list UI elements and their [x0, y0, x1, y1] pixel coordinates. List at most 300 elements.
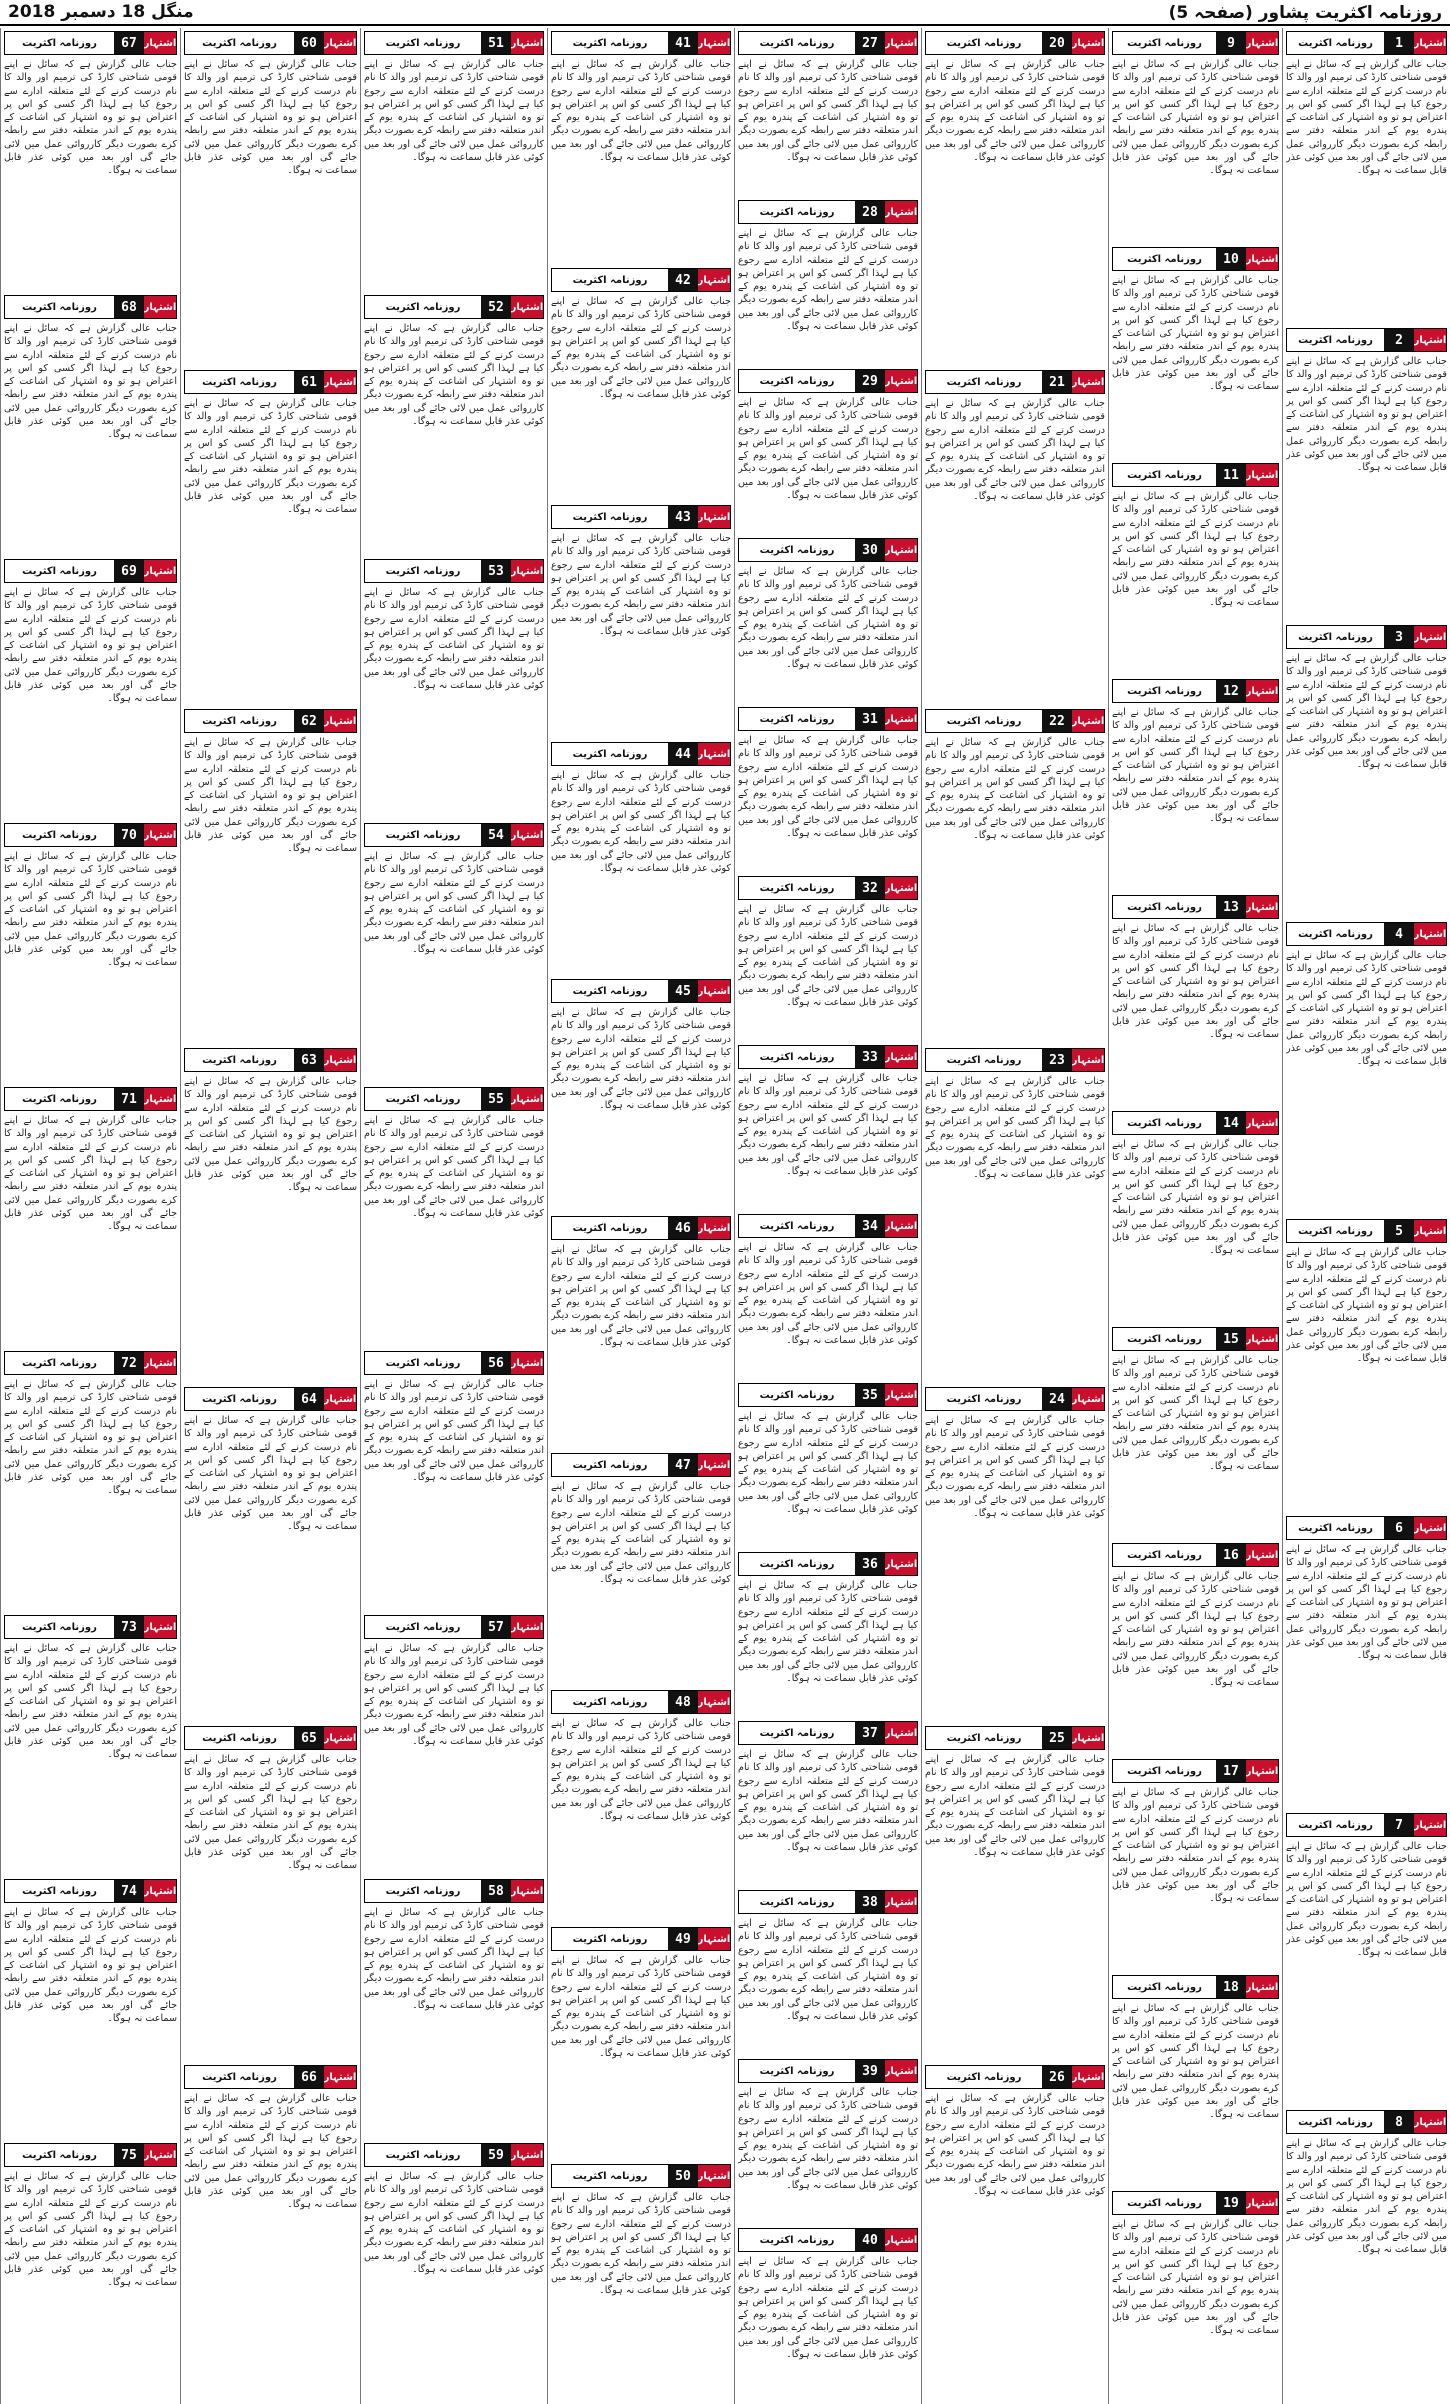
- notice-publication: روزنامہ اکثریت: [946, 2071, 1022, 2083]
- notice-34: [738, 1211, 918, 1376]
- notice-number: 8: [1384, 2111, 1414, 2133]
- notice-body: جناب عالی گزارش ہے کہ سائل نے اپنے قومی شناختی کارڈ کی ترمیم اور والد کا نام درست کرنے کے لئے متعلقہ ادارے سے رجوع کیا ہے لہذا اگر کسی کو اس پر اعتراض ہو تو وہ اشتہار کی اشاعت کے پندرہ یوم کے اندر متعلقہ دفتر سے رابطہ کرے بصورت دیگر کارروائی عمل میں لائی جائے گی اور بعد میں کوئی عذر قابل سماعت نہ ہوگا۔: [738, 1580, 918, 1685]
- notice-header: [738, 538, 918, 562]
- notice-tag-label: اشتہار: [511, 296, 543, 318]
- notice-publication: روزنامہ اکثریت: [572, 1696, 648, 1708]
- notice-header: [4, 1879, 177, 1903]
- notice-tag-label: اشتہار: [698, 2165, 730, 2187]
- notice-tag-label: اشتہار: [1072, 710, 1104, 732]
- notice-publication: روزنامہ اکثریت: [759, 1896, 835, 1908]
- notice-17: [1112, 1756, 1279, 1968]
- notice-number: 27: [855, 32, 885, 54]
- notice-number: 16: [1216, 1544, 1246, 1566]
- notice-body: جناب عالی گزارش ہے کہ سائل نے اپنے قومی شناختی کارڈ کی ترمیم اور والد کا نام درست کرنے کے لئے متعلقہ ادارے سے رجوع کیا ہے لہذا اگر کسی کو اس پر اعتراض ہو تو وہ اشتہار کی اشاعت کے پندرہ یوم کے اندر متعلقہ دفتر سے رابطہ کرے بصورت دیگر کارروائی عمل میں لائی جائے گی اور بعد میں کوئی عذر قابل سماعت نہ ہوگا۔: [4, 59, 177, 177]
- notice-header: [364, 823, 544, 847]
- notice-10: [1112, 244, 1279, 456]
- notice-publication: روزنامہ اکثریت: [385, 37, 461, 49]
- notice-number: 56: [481, 1352, 511, 1374]
- notice-publication: روزنامہ اکثریت: [22, 1621, 97, 1633]
- notice-66: [184, 2062, 357, 2397]
- notice-publication: روزنامہ اکثریت: [946, 1054, 1022, 1066]
- notice-65: [184, 1723, 357, 2058]
- notice-header: [738, 1890, 918, 1914]
- notice-number: 44: [668, 743, 698, 765]
- notice-number: 6: [1384, 1517, 1414, 1539]
- notice-tag-label: اشتہار: [1072, 1388, 1104, 1410]
- notice-number: 41: [668, 32, 698, 54]
- notice-header: [184, 2065, 357, 2089]
- notice-body: جناب عالی گزارش ہے کہ سائل نے اپنے قومی شناختی کارڈ کی ترمیم اور والد کا نام درست کرنے کے لئے متعلقہ ادارے سے رجوع کیا ہے لہذا اگر کسی کو اس پر اعتراض ہو تو وہ اشتہار کی اشاعت کے پندرہ یوم کے اندر متعلقہ دفتر سے رابطہ کرے بصورت دیگر کارروائی عمل میں لائی جائے گی اور بعد میں کوئی عذر قابل سماعت نہ ہوگا۔: [364, 1379, 544, 1484]
- notice-body: جناب عالی گزارش ہے کہ سائل نے اپنے قومی شناختی کارڈ کی ترمیم اور والد کا نام درست کرنے کے لئے متعلقہ ادارے سے رجوع کیا ہے لہذا اگر کسی کو اس پر اعتراض ہو تو وہ اشتہار کی اشاعت کے پندرہ یوم کے اندر متعلقہ دفتر سے رابطہ کرے بصورت دیگر کارروائی عمل میں لائی جائے گی اور بعد میں کوئی عذر قابل سماعت نہ ہوگا۔: [4, 323, 177, 441]
- notice-number: 24: [1042, 1388, 1072, 1410]
- column-1: [1282, 28, 1450, 2404]
- notice-body: جناب عالی گزارش ہے کہ سائل نے اپنے قومی شناختی کارڈ کی ترمیم اور والد کا نام درست کرنے کے لئے متعلقہ ادارے سے رجوع کیا ہے لہذا اگر کسی کو اس پر اعتراض ہو تو وہ اشتہار کی اشاعت کے پندرہ یوم کے اندر متعلقہ دفتر سے رابطہ کرے بصورت دیگر کارروائی عمل میں لائی جائے گی اور بعد میں کوئی عذر قابل سماعت نہ ہوگا۔: [184, 1415, 357, 1533]
- notice-number: 33: [855, 1046, 885, 1068]
- paper-title: روزنامہ اکثریت پشاور (صفحہ 5): [1168, 3, 1442, 23]
- notice-tag-label: اشتہار: [885, 539, 917, 561]
- notice-43: [551, 502, 731, 735]
- notice-tag-label: اشتہار: [1246, 680, 1278, 702]
- notice-55: [364, 1084, 544, 1344]
- notice-header: [738, 31, 918, 55]
- notice-tag-label: اشتہار: [324, 710, 356, 732]
- notice-body: جناب عالی گزارش ہے کہ سائل نے اپنے قومی شناختی کارڈ کی ترمیم اور والد کا نام درست کرنے کے لئے متعلقہ ادارے سے رجوع کیا ہے لہذا اگر کسی کو اس پر اعتراض ہو تو وہ اشتہار کی اشاعت کے پندرہ یوم کے اندر متعلقہ دفتر سے رابطہ کرے بصورت دیگر کارروائی عمل میں لائی جائے گی اور بعد میں کوئی عذر قابل سماعت نہ ہوگا۔: [1286, 1544, 1447, 1662]
- notice-tag-label: اشتہار: [511, 1880, 543, 1902]
- notice-61: [184, 367, 357, 702]
- notice-number: 40: [855, 2229, 885, 2251]
- notice-tag-label: اشتہار: [144, 32, 176, 54]
- notice-publication: روزنامہ اکثریت: [1127, 1333, 1202, 1345]
- notice-number: 67: [114, 32, 144, 54]
- notice-publication: روزنامہ اکثریت: [385, 2149, 461, 2161]
- notice-number: 29: [855, 370, 885, 392]
- column-4: [734, 28, 921, 2404]
- notice-publication: روزنامہ اکثریت: [385, 829, 461, 841]
- notice-number: 35: [855, 1384, 885, 1406]
- notice-4: [1286, 919, 1447, 1212]
- notice-7: [1286, 1810, 1447, 2103]
- notice-tag-label: اشتہار: [144, 560, 176, 582]
- notice-body: جناب عالی گزارش ہے کہ سائل نے اپنے قومی شناختی کارڈ کی ترمیم اور والد کا نام درست کرنے کے لئے متعلقہ ادارے سے رجوع کیا ہے لہذا اگر کسی کو اس پر اعتراض ہو تو وہ اشتہار کی اشاعت کے پندرہ یوم کے اندر متعلقہ دفتر سے رابطہ کرے بصورت دیگر کارروائی عمل میں لائی جائے گی اور بعد میں کوئی عذر قابل سماعت نہ ہوگا۔: [738, 735, 918, 840]
- notice-body: جناب عالی گزارش ہے کہ سائل نے اپنے قومی شناختی کارڈ کی ترمیم اور والد کا نام درست کرنے کے لئے متعلقہ ادارے سے رجوع کیا ہے لہذا اگر کسی کو اس پر اعتراض ہو تو وہ اشتہار کی اشاعت کے پندرہ یوم کے اندر متعلقہ دفتر سے رابطہ کرے بصورت دیگر کارروائی عمل میں لائی جائے گی اور بعد میں کوئی عذر قابل سماعت نہ ہوگا۔: [4, 1643, 177, 1761]
- notice-number: 58: [481, 1880, 511, 1902]
- notice-number: 54: [481, 824, 511, 846]
- notice-publication: روزنامہ اکثریت: [759, 882, 835, 894]
- notice-5: [1286, 1216, 1447, 1509]
- notice-number: 31: [855, 708, 885, 730]
- notice-publication: روزنامہ اکثریت: [572, 985, 648, 997]
- notice-tag-label: اشتہار: [1072, 1727, 1104, 1749]
- notice-tag-label: اشتہار: [324, 371, 356, 393]
- notice-tag-label: اشتہار: [698, 1928, 730, 1950]
- notice-tag-label: اشتہار: [885, 370, 917, 392]
- notice-body: جناب عالی گزارش ہے کہ سائل نے اپنے قومی شناختی کارڈ کی ترمیم اور والد کا نام درست کرنے کے لئے متعلقہ ادارے سے رجوع کیا ہے لہذا اگر کسی کو اس پر اعتراض ہو تو وہ اشتہار کی اشاعت کے پندرہ یوم کے اندر متعلقہ دفتر سے رابطہ کرے بصورت دیگر کارروائی عمل میں لائی جائے گی اور بعد میں کوئی عذر قابل سماعت نہ ہوگا۔: [1112, 1571, 1279, 1689]
- notice-publication: روزنامہ اکثریت: [1298, 1522, 1373, 1534]
- notice-tag-label: اشتہار: [698, 980, 730, 1002]
- notice-tag-label: اشتہار: [1072, 1049, 1104, 1071]
- notice-body: جناب عالی گزارش ہے کہ سائل نے اپنے قومی شناختی کارڈ کی ترمیم اور والد کا نام درست کرنے کے لئے متعلقہ ادارے سے رجوع کیا ہے لہذا اگر کسی کو اس پر اعتراض ہو تو وہ اشتہار کی اشاعت کے پندرہ یوم کے اندر متعلقہ دفتر سے رابطہ کرے بصورت دیگر کارروائی عمل میں لائی جائے گی اور بعد میں کوئی عذر قابل سماعت نہ ہوگا۔: [4, 1907, 177, 2025]
- notice-number: 66: [294, 2066, 324, 2088]
- notice-number: 17: [1216, 1760, 1246, 1782]
- notice-body: جناب عالی گزارش ہے کہ سائل نے اپنے قومی شناختی کارڈ کی ترمیم اور والد کا نام درست کرنے کے لئے متعلقہ ادارے سے رجوع کیا ہے لہذا اگر کسی کو اس پر اعتراض ہو تو وہ اشتہار کی اشاعت کے پندرہ یوم کے اندر متعلقہ دفتر سے رابطہ کرے بصورت دیگر کارروائی عمل میں لائی جائے گی اور بعد میں کوئی عذر قابل سماعت نہ ہوگا۔: [364, 1907, 544, 2012]
- notice-tag-label: اشتہار: [885, 1215, 917, 1237]
- notice-body: جناب عالی گزارش ہے کہ سائل نے اپنے قومی شناختی کارڈ کی ترمیم اور والد کا نام درست کرنے کے لئے متعلقہ ادارے سے رجوع کیا ہے لہذا اگر کسی کو اس پر اعتراض ہو تو وہ اشتہار کی اشاعت کے پندرہ یوم کے اندر متعلقہ دفتر سے رابطہ کرے بصورت دیگر کارروائی عمل میں لائی جائے گی اور بعد میں کوئی عذر قابل سماعت نہ ہوگا۔: [184, 2093, 357, 2211]
- notice-46: [551, 1213, 731, 1446]
- notice-publication: روزنامہ اکثریت: [22, 2149, 97, 2161]
- notice-tag-label: اشتہار: [698, 1454, 730, 1476]
- notice-number: 12: [1216, 680, 1246, 702]
- notice-header: [925, 2065, 1105, 2089]
- notice-11: [1112, 460, 1279, 672]
- notice-body: جناب عالی گزارش ہے کہ سائل نے اپنے قومی شناختی کارڈ کی ترمیم اور والد کا نام درست کرنے کے لئے متعلقہ ادارے سے رجوع کیا ہے لہذا اگر کسی کو اس پر اعتراض ہو تو وہ اشتہار کی اشاعت کے پندرہ یوم کے اندر متعلقہ دفتر سے رابطہ کرے بصورت دیگر کارروائی عمل میں لائی جائے گی اور بعد میں کوئی عذر قابل سماعت نہ ہوگا۔: [1112, 707, 1279, 825]
- notice-tag-label: اشتہار: [144, 1616, 176, 1638]
- notice-tag-label: اشتہار: [1246, 1544, 1278, 1566]
- notice-publication: روزنامہ اکثریت: [1298, 37, 1373, 49]
- notice-body: جناب عالی گزارش ہے کہ سائل نے اپنے قومی شناختی کارڈ کی ترمیم اور والد کا نام درست کرنے کے لئے متعلقہ ادارے سے رجوع کیا ہے لہذا اگر کسی کو اس پر اعتراض ہو تو وہ اشتہار کی اشاعت کے پندرہ یوم کے اندر متعلقہ دفتر سے رابطہ کرے بصورت دیگر کارروائی عمل میں لائی جائے گی اور بعد میں کوئی عذر قابل سماعت نہ ہوگا۔: [1112, 1355, 1279, 1473]
- notice-number: 47: [668, 1454, 698, 1476]
- notice-header: [1286, 31, 1447, 55]
- notice-62: [184, 706, 357, 1041]
- notice-23: [925, 1045, 1105, 1380]
- notice-body: جناب عالی گزارش ہے کہ سائل نے اپنے قومی شناختی کارڈ کی ترمیم اور والد کا نام درست کرنے کے لئے متعلقہ ادارے سے رجوع کیا ہے لہذا اگر کسی کو اس پر اعتراض ہو تو وہ اشتہار کی اشاعت کے پندرہ یوم کے اندر متعلقہ دفتر سے رابطہ کرے بصورت دیگر کارروائی عمل میں لائی جائے گی اور بعد میں کوئی عذر قابل سماعت نہ ہوگا۔: [1112, 1139, 1279, 1257]
- notice-tag-label: اشتہار: [144, 824, 176, 846]
- notice-number: 39: [855, 2060, 885, 2082]
- notice-63: [184, 1045, 357, 1380]
- notice-header: [364, 1351, 544, 1375]
- notice-tag-label: اشتہار: [885, 708, 917, 730]
- column-7: [180, 28, 360, 2404]
- notice-33: [738, 1042, 918, 1207]
- notice-header: [1112, 1327, 1279, 1351]
- notice-header: [4, 559, 177, 583]
- notice-number: 71: [114, 1088, 144, 1110]
- notice-header: [364, 1615, 544, 1639]
- notice-number: 26: [1042, 2066, 1072, 2088]
- notice-body: جناب عالی گزارش ہے کہ سائل نے اپنے قومی شناختی کارڈ کی ترمیم اور والد کا نام درست کرنے کے لئے متعلقہ ادارے سے رجوع کیا ہے لہذا اگر کسی کو اس پر اعتراض ہو تو وہ اشتہار کی اشاعت کے پندرہ یوم کے اندر متعلقہ دفتر سے رابطہ کرے بصورت دیگر کارروائی عمل میں لائی جائے گی اور بعد میں کوئی عذر قابل سماعت نہ ہوگا۔: [4, 587, 177, 705]
- notice-tag-label: اشتہار: [511, 824, 543, 846]
- notice-49: [551, 1924, 731, 2157]
- notice-body: جناب عالی گزارش ہے کہ سائل نے اپنے قومی شناختی کارڈ کی ترمیم اور والد کا نام درست کرنے کے لئے متعلقہ ادارے سے رجوع کیا ہے لہذا اگر کسی کو اس پر اعتراض ہو تو وہ اشتہار کی اشاعت کے پندرہ یوم کے اندر متعلقہ دفتر سے رابطہ کرے بصورت دیگر کارروائی عمل میں لائی جائے گی اور بعد میں کوئی عذر قابل سماعت نہ ہوگا۔: [738, 2087, 918, 2192]
- notice-publication: روزنامہ اکثریت: [202, 2071, 277, 2083]
- notice-publication: روزنامہ اکثریت: [572, 274, 648, 286]
- notice-publication: روزنامہ اکثریت: [202, 1054, 277, 1066]
- notice-publication: روزنامہ اکثریت: [759, 1051, 835, 1063]
- notice-header: [551, 742, 731, 766]
- notice-publication: روزنامہ اکثریت: [1127, 469, 1202, 481]
- notice-tag-label: اشتہار: [885, 1384, 917, 1406]
- notice-body: جناب عالی گزارش ہے کہ سائل نے اپنے قومی شناختی کارڈ کی ترمیم اور والد کا نام درست کرنے کے لئے متعلقہ ادارے سے رجوع کیا ہے لہذا اگر کسی کو اس پر اعتراض ہو تو وہ اشتہار کی اشاعت کے پندرہ یوم کے اندر متعلقہ دفتر سے رابطہ کرے بصورت دیگر کارروائی عمل میں لائی جائے گی اور بعد میں کوئی عذر قابل سماعت نہ ہوگا۔: [551, 59, 731, 164]
- notice-publication: روزنامہ اکثریت: [759, 544, 835, 556]
- notice-body: جناب عالی گزارش ہے کہ سائل نے اپنے قومی شناختی کارڈ کی ترمیم اور والد کا نام درست کرنے کے لئے متعلقہ ادارے سے رجوع کیا ہے لہذا اگر کسی کو اس پر اعتراض ہو تو وہ اشتہار کی اشاعت کے پندرہ یوم کے اندر متعلقہ دفتر سے رابطہ کرے بصورت دیگر کارروائی عمل میں لائی جائے گی اور بعد میں کوئی عذر قابل سماعت نہ ہوگا۔: [551, 1718, 731, 1823]
- notice-publication: روزنامہ اکثریت: [22, 37, 97, 49]
- notice-40: [738, 2225, 918, 2390]
- notice-publication: روزنامہ اکثریت: [385, 1093, 461, 1105]
- notice-header: [1112, 679, 1279, 703]
- notice-publication: روزنامہ اکثریت: [22, 301, 97, 313]
- notice-26: [925, 2062, 1105, 2397]
- notice-tag-label: اشتہار: [1246, 248, 1278, 270]
- notice-tag-label: اشتہار: [885, 201, 917, 223]
- notice-publication: روزنامہ اکثریت: [1298, 1819, 1373, 1831]
- notice-header: [738, 876, 918, 900]
- notice-publication: روزنامہ اکثریت: [759, 1220, 835, 1232]
- notice-publication: روزنامہ اکثریت: [1127, 1117, 1202, 1129]
- notice-number: 34: [855, 1215, 885, 1237]
- notice-body: جناب عالی گزارش ہے کہ سائل نے اپنے قومی شناختی کارڈ کی ترمیم اور والد کا نام درست کرنے کے لئے متعلقہ ادارے سے رجوع کیا ہے لہذا اگر کسی کو اس پر اعتراض ہو تو وہ اشتہار کی اشاعت کے پندرہ یوم کے اندر متعلقہ دفتر سے رابطہ کرے بصورت دیگر کارروائی عمل میں لائی جائے گی اور بعد میں کوئی عذر قابل سماعت نہ ہوگا۔: [1286, 2138, 1447, 2256]
- notice-publication: روزنامہ اکثریت: [759, 1389, 835, 1401]
- notice-number: 73: [114, 1616, 144, 1638]
- notice-47: [551, 1450, 731, 1683]
- notice-number: 74: [114, 1880, 144, 1902]
- notice-31: [738, 704, 918, 869]
- notice-number: 32: [855, 877, 885, 899]
- notice-number: 46: [668, 1217, 698, 1239]
- notice-tag-label: اشتہار: [324, 1388, 356, 1410]
- notice-number: 42: [668, 269, 698, 291]
- notice-tag-label: اشتہار: [1246, 1760, 1278, 1782]
- notice-body: جناب عالی گزارش ہے کہ سائل نے اپنے قومی شناختی کارڈ کی ترمیم اور والد کا نام درست کرنے کے لئے متعلقہ ادارے سے رجوع کیا ہے لہذا اگر کسی کو اس پر اعتراض ہو تو وہ اشتہار کی اشاعت کے پندرہ یوم کے اندر متعلقہ دفتر سے رابطہ کرے بصورت دیگر کارروائی عمل میں لائی جائے گی اور بعد میں کوئی عذر قابل سماعت نہ ہوگا۔: [1112, 2003, 1279, 2121]
- notice-tag-label: اشتہار: [1414, 923, 1446, 945]
- notice-header: [364, 2143, 544, 2167]
- notice-body: جناب عالی گزارش ہے کہ سائل نے اپنے قومی شناختی کارڈ کی ترمیم اور والد کا نام درست کرنے کے لئے متعلقہ ادارے سے رجوع کیا ہے لہذا اگر کسی کو اس پر اعتراض ہو تو وہ اشتہار کی اشاعت کے پندرہ یوم کے اندر متعلقہ دفتر سے رابطہ کرے بصورت دیگر کارروائی عمل میں لائی جائے گی اور بعد میں کوئی عذر قابل سماعت نہ ہوگا۔: [4, 851, 177, 969]
- notice-body: جناب عالی گزارش ہے کہ سائل نے اپنے قومی شناختی کارڈ کی ترمیم اور والد کا نام درست کرنے کے لئے متعلقہ ادارے سے رجوع کیا ہے لہذا اگر کسی کو اس پر اعتراض ہو تو وہ اشتہار کی اشاعت کے پندرہ یوم کے اندر متعلقہ دفتر سے رابطہ کرے بصورت دیگر کارروائی عمل میں لائی جائے گی اور بعد میں کوئی عذر قابل سماعت نہ ہوگا۔: [925, 1415, 1105, 1520]
- notice-header: [925, 370, 1105, 394]
- notice-body: جناب عالی گزارش ہے کہ سائل نے اپنے قومی شناختی کارڈ کی ترمیم اور والد کا نام درست کرنے کے لئے متعلقہ ادارے سے رجوع کیا ہے لہذا اگر کسی کو اس پر اعتراض ہو تو وہ اشتہار کی اشاعت کے پندرہ یوم کے اندر متعلقہ دفتر سے رابطہ کرے بصورت دیگر کارروائی عمل میں لائی جائے گی اور بعد میں کوئی عذر قابل سماعت نہ ہوگا۔: [1286, 653, 1447, 771]
- notice-body: جناب عالی گزارش ہے کہ سائل نے اپنے قومی شناختی کارڈ کی ترمیم اور والد کا نام درست کرنے کے لئے متعلقہ ادارے سے رجوع کیا ہے لہذا اگر کسی کو اس پر اعتراض ہو تو وہ اشتہار کی اشاعت کے پندرہ یوم کے اندر متعلقہ دفتر سے رابطہ کرے بصورت دیگر کارروائی عمل میں لائی جائے گی اور بعد میں کوئی عذر قابل سماعت نہ ہوگا۔: [925, 1754, 1105, 1859]
- notice-header: [925, 1726, 1105, 1750]
- notice-publication: روزنامہ اکثریت: [202, 1732, 277, 1744]
- notice-publication: روزنامہ اکثریت: [202, 1393, 277, 1405]
- notice-tag-label: اشتہار: [698, 1691, 730, 1713]
- notice-publication: روزنامہ اکثریت: [1127, 37, 1202, 49]
- notice-number: 69: [114, 560, 144, 582]
- notice-header: [364, 1087, 544, 1111]
- notice-body: جناب عالی گزارش ہے کہ سائل نے اپنے قومی شناختی کارڈ کی ترمیم اور والد کا نام درست کرنے کے لئے متعلقہ ادارے سے رجوع کیا ہے لہذا اگر کسی کو اس پر اعتراض ہو تو وہ اشتہار کی اشاعت کے پندرہ یوم کے اندر متعلقہ دفتر سے رابطہ کرے بصورت دیگر کارروائی عمل میں لائی جائے گی اور بعد میں کوئی عذر قابل سماعت نہ ہوگا۔: [738, 1411, 918, 1516]
- notice-39: [738, 2056, 918, 2221]
- notice-header: [184, 1726, 357, 1750]
- notice-64: [184, 1384, 357, 1719]
- notice-57: [364, 1612, 544, 1872]
- notice-publication: روزنامہ اکثریت: [1127, 685, 1202, 697]
- notice-number: 49: [668, 1928, 698, 1950]
- notice-tag-label: اشتہار: [885, 1722, 917, 1744]
- notice-header: [1112, 31, 1279, 55]
- notice-tag-label: اشتہار: [144, 1352, 176, 1374]
- notice-publication: روزنامہ اکثریت: [1298, 631, 1373, 643]
- notice-publication: روزنامہ اکثریت: [385, 1357, 461, 1369]
- notice-publication: روزنامہ اکثریت: [1298, 928, 1373, 940]
- notice-body: جناب عالی گزارش ہے کہ سائل نے اپنے قومی شناختی کارڈ کی ترمیم اور والد کا نام درست کرنے کے لئے متعلقہ ادارے سے رجوع کیا ہے لہذا اگر کسی کو اس پر اعتراض ہو تو وہ اشتہار کی اشاعت کے پندرہ یوم کے اندر متعلقہ دفتر سے رابطہ کرے بصورت دیگر کارروائی عمل میں لائی جائے گی اور بعد میں کوئی عذر قابل سماعت نہ ہوگا۔: [925, 2093, 1105, 2198]
- notice-body: جناب عالی گزارش ہے کہ سائل نے اپنے قومی شناختی کارڈ کی ترمیم اور والد کا نام درست کرنے کے لئے متعلقہ ادارے سے رجوع کیا ہے لہذا اگر کسی کو اس پر اعتراض ہو تو وہ اشتہار کی اشاعت کے پندرہ یوم کے اندر متعلقہ دفتر سے رابطہ کرے بصورت دیگر کارروائی عمل میں لائی جائے گی اور بعد میں کوئی عذر قابل سماعت نہ ہوگا۔: [738, 1242, 918, 1347]
- notice-number: 70: [114, 824, 144, 846]
- notice-header: [551, 1453, 731, 1477]
- notice-publication: روزنامہ اکثریت: [22, 1885, 97, 1897]
- notice-publication: روزنامہ اکثریت: [22, 829, 97, 841]
- notice-publication: روزنامہ اکثریت: [759, 2234, 835, 2246]
- notice-publication: روزنامہ اکثریت: [202, 376, 277, 388]
- notice-tag-label: اشتہار: [698, 743, 730, 765]
- notice-tag-label: اشتہار: [698, 506, 730, 528]
- notice-number: 50: [668, 2165, 698, 2187]
- notice-publication: روزنامہ اکثریت: [946, 1393, 1022, 1405]
- notice-13: [1112, 892, 1279, 1104]
- notice-body: جناب عالی گزارش ہے کہ سائل نے اپنے قومی شناختی کارڈ کی ترمیم اور والد کا نام درست کرنے کے لئے متعلقہ ادارے سے رجوع کیا ہے لہذا اگر کسی کو اس پر اعتراض ہو تو وہ اشتہار کی اشاعت کے پندرہ یوم کے اندر متعلقہ دفتر سے رابطہ کرے بصورت دیگر کارروائی عمل میں لائی جائے گی اور بعد میں کوئی عذر قابل سماعت نہ ہوگا۔: [738, 228, 918, 333]
- notice-tag-label: اشتہار: [324, 1727, 356, 1749]
- notice-number: 57: [481, 1616, 511, 1638]
- notice-tag-label: اشتہار: [1414, 32, 1446, 54]
- notice-tag-label: اشتہار: [144, 296, 176, 318]
- notice-1: [1286, 28, 1447, 321]
- notice-37: [738, 1718, 918, 1883]
- notice-header: [1286, 1516, 1447, 1540]
- notice-header: [1112, 1111, 1279, 1135]
- notice-header: [184, 1387, 357, 1411]
- notice-number: 20: [1042, 32, 1072, 54]
- notice-38: [738, 1887, 918, 2052]
- notice-publication: روزنامہ اکثریت: [22, 565, 97, 577]
- notice-36: [738, 1549, 918, 1714]
- notice-67: [4, 28, 177, 288]
- notice-header: [551, 1690, 731, 1714]
- column-2: [1108, 28, 1282, 2404]
- notice-tag-label: اشتہار: [144, 2144, 176, 2166]
- notice-header: [1286, 328, 1447, 352]
- notice-tag-label: اشتہار: [144, 1880, 176, 1902]
- notice-header: [4, 2143, 177, 2167]
- notice-number: 68: [114, 296, 144, 318]
- notice-body: جناب عالی گزارش ہے کہ سائل نے اپنے قومی شناختی کارڈ کی ترمیم اور والد کا نام درست کرنے کے لئے متعلقہ ادارے سے رجوع کیا ہے لہذا اگر کسی کو اس پر اعتراض ہو تو وہ اشتہار کی اشاعت کے پندرہ یوم کے اندر متعلقہ دفتر سے رابطہ کرے بصورت دیگر کارروائی عمل میں لائی جائے گی اور بعد میں کوئی عذر قابل سماعت نہ ہوگا۔: [364, 323, 544, 428]
- notice-columns: [0, 28, 1450, 2404]
- notice-tag-label: اشتہار: [1246, 2192, 1278, 2214]
- notice-header: [364, 1879, 544, 1903]
- notice-body: جناب عالی گزارش ہے کہ سائل نے اپنے قومی شناختی کارڈ کی ترمیم اور والد کا نام درست کرنے کے لئے متعلقہ ادارے سے رجوع کیا ہے لہذا اگر کسی کو اس پر اعتراض ہو تو وہ اشتہار کی اشاعت کے پندرہ یوم کے اندر متعلقہ دفتر سے رابطہ کرے بصورت دیگر کارروائی عمل میں لائی جائے گی اور بعد میں کوئی عذر قابل سماعت نہ ہوگا۔: [551, 533, 731, 638]
- notice-publication: روزنامہ اکثریت: [946, 37, 1022, 49]
- notice-body: جناب عالی گزارش ہے کہ سائل نے اپنے قومی شناختی کارڈ کی ترمیم اور والد کا نام درست کرنے کے لئے متعلقہ ادارے سے رجوع کیا ہے لہذا اگر کسی کو اس پر اعتراض ہو تو وہ اشتہار کی اشاعت کے پندرہ یوم کے اندر متعلقہ دفتر سے رابطہ کرے بصورت دیگر کارروائی عمل میں لائی جائے گی اور بعد میں کوئی عذر قابل سماعت نہ ہوگا۔: [925, 1076, 1105, 1181]
- notice-header: [738, 2059, 918, 2083]
- notice-tag-label: اشتہار: [1072, 32, 1104, 54]
- notice-69: [4, 556, 177, 816]
- notice-tag-label: اشتہار: [885, 877, 917, 899]
- notice-body: جناب عالی گزارش ہے کہ سائل نے اپنے قومی شناختی کارڈ کی ترمیم اور والد کا نام درست کرنے کے لئے متعلقہ ادارے سے رجوع کیا ہے لہذا اگر کسی کو اس پر اعتراض ہو تو وہ اشتہار کی اشاعت کے پندرہ یوم کے اندر متعلقہ دفتر سے رابطہ کرے بصورت دیگر کارروائی عمل میں لائی جائے گی اور بعد میں کوئی عذر قابل سماعت نہ ہوگا۔: [738, 59, 918, 164]
- notice-body: جناب عالی گزارش ہے کہ سائل نے اپنے قومی شناختی کارڈ کی ترمیم اور والد کا نام درست کرنے کے لئے متعلقہ ادارے سے رجوع کیا ہے لہذا اگر کسی کو اس پر اعتراض ہو تو وہ اشتہار کی اشاعت کے پندرہ یوم کے اندر متعلقہ دفتر سے رابطہ کرے بصورت دیگر کارروائی عمل میں لائی جائے گی اور بعد میں کوئی عذر قابل سماعت نہ ہوگا۔: [1112, 2219, 1279, 2337]
- notice-header: [551, 2164, 731, 2188]
- notice-body: جناب عالی گزارش ہے کہ سائل نے اپنے قومی شناختی کارڈ کی ترمیم اور والد کا نام درست کرنے کے لئے متعلقہ ادارے سے رجوع کیا ہے لہذا اگر کسی کو اس پر اعتراض ہو تو وہ اشتہار کی اشاعت کے پندرہ یوم کے اندر متعلقہ دفتر سے رابطہ کرے بصورت دیگر کارروائی عمل میں لائی جائے گی اور بعد میں کوئی عذر قابل سماعت نہ ہوگا۔: [4, 1379, 177, 1497]
- notice-number: 64: [294, 1388, 324, 1410]
- notice-50: [551, 2161, 731, 2394]
- notice-tag-label: اشتہار: [698, 32, 730, 54]
- notice-71: [4, 1084, 177, 1344]
- notice-body: جناب عالی گزارش ہے کہ سائل نے اپنے قومی شناختی کارڈ کی ترمیم اور والد کا نام درست کرنے کے لئے متعلقہ ادارے سے رجوع کیا ہے لہذا اگر کسی کو اس پر اعتراض ہو تو وہ اشتہار کی اشاعت کے پندرہ یوم کے اندر متعلقہ دفتر سے رابطہ کرے بصورت دیگر کارروائی عمل میں لائی جائے گی اور بعد میں کوئی عذر قابل سماعت نہ ہوگا۔: [925, 737, 1105, 842]
- notice-60: [184, 28, 357, 363]
- notice-header: [4, 1615, 177, 1639]
- notice-number: 7: [1384, 1814, 1414, 1836]
- notice-header: [1112, 463, 1279, 487]
- notice-48: [551, 1687, 731, 1920]
- notice-publication: روزنامہ اکثریت: [1127, 2197, 1202, 2209]
- notice-body: جناب عالی گزارش ہے کہ سائل نے اپنے قومی شناختی کارڈ کی ترمیم اور والد کا نام درست کرنے کے لئے متعلقہ ادارے سے رجوع کیا ہے لہذا اگر کسی کو اس پر اعتراض ہو تو وہ اشتہار کی اشاعت کے پندرہ یوم کے اندر متعلقہ دفتر سے رابطہ کرے بصورت دیگر کارروائی عمل میں لائی جائے گی اور بعد میں کوئی عذر قابل سماعت نہ ہوگا۔: [364, 851, 544, 956]
- notice-tag-label: اشتہار: [885, 2060, 917, 2082]
- notice-publication: روزنامہ اکثریت: [22, 1357, 97, 1369]
- notice-body: جناب عالی گزارش ہے کہ سائل نے اپنے قومی شناختی کارڈ کی ترمیم اور والد کا نام درست کرنے کے لئے متعلقہ ادارے سے رجوع کیا ہے لہذا اگر کسی کو اس پر اعتراض ہو تو وہ اشتہار کی اشاعت کے پندرہ یوم کے اندر متعلقہ دفتر سے رابطہ کرے بصورت دیگر کارروائی عمل میں لائی جائے گی اور بعد میں کوئی عذر قابل سماعت نہ ہوگا۔: [1112, 275, 1279, 393]
- notice-tag-label: اشتہار: [1246, 1112, 1278, 1134]
- notice-tag-label: اشتہار: [885, 32, 917, 54]
- notice-publication: روزنامہ اکثریت: [572, 1933, 648, 1945]
- notice-32: [738, 873, 918, 1038]
- notice-number: 43: [668, 506, 698, 528]
- notice-number: 75: [114, 2144, 144, 2166]
- notice-number: 45: [668, 980, 698, 1002]
- notice-body: جناب عالی گزارش ہے کہ سائل نے اپنے قومی شناختی کارڈ کی ترمیم اور والد کا نام درست کرنے کے لئے متعلقہ ادارے سے رجوع کیا ہے لہذا اگر کسی کو اس پر اعتراض ہو تو وہ اشتہار کی اشاعت کے پندرہ یوم کے اندر متعلقہ دفتر سے رابطہ کرے بصورت دیگر کارروائی عمل میں لائی جائے گی اور بعد میں کوئی عذر قابل سماعت نہ ہوگا۔: [551, 1007, 731, 1112]
- notice-15: [1112, 1324, 1279, 1536]
- notice-publication: روزنامہ اکثریت: [572, 511, 648, 523]
- notice-25: [925, 1723, 1105, 2058]
- notice-header: [364, 31, 544, 55]
- notice-tag-label: اشتہار: [885, 1891, 917, 1913]
- notice-header: [738, 2228, 918, 2252]
- notice-number: 3: [1384, 626, 1414, 648]
- notice-tag-label: اشتہار: [1246, 896, 1278, 918]
- notice-59: [364, 2140, 544, 2400]
- notice-body: جناب عالی گزارش ہے کہ سائل نے اپنے قومی شناختی کارڈ کی ترمیم اور والد کا نام درست کرنے کے لئے متعلقہ ادارے سے رجوع کیا ہے لہذا اگر کسی کو اس پر اعتراض ہو تو وہ اشتہار کی اشاعت کے پندرہ یوم کے اندر متعلقہ دفتر سے رابطہ کرے بصورت دیگر کارروائی عمل میں لائی جائے گی اور بعد میں کوئی عذر قابل سماعت نہ ہوگا۔: [184, 398, 357, 516]
- notice-tag-label: اشتہار: [511, 1352, 543, 1374]
- notice-number: 21: [1042, 371, 1072, 393]
- notice-body: جناب عالی گزارش ہے کہ سائل نے اپنے قومی شناختی کارڈ کی ترمیم اور والد کا نام درست کرنے کے لئے متعلقہ ادارے سے رجوع کیا ہے لہذا اگر کسی کو اس پر اعتراض ہو تو وہ اشتہار کی اشاعت کے پندرہ یوم کے اندر متعلقہ دفتر سے رابطہ کرے بصورت دیگر کارروائی عمل میں لائی جائے گی اور بعد میں کوئی عذر قابل سماعت نہ ہوگا۔: [1112, 923, 1279, 1041]
- notice-tag-label: اشتہار: [1414, 2111, 1446, 2133]
- notice-3: [1286, 622, 1447, 915]
- notice-header: [1112, 1759, 1279, 1783]
- notice-number: 11: [1216, 464, 1246, 486]
- notice-body: جناب عالی گزارش ہے کہ سائل نے اپنے قومی شناختی کارڈ کی ترمیم اور والد کا نام درست کرنے کے لئے متعلقہ ادارے سے رجوع کیا ہے لہذا اگر کسی کو اس پر اعتراض ہو تو وہ اشتہار کی اشاعت کے پندرہ یوم کے اندر متعلقہ دفتر سے رابطہ کرے بصورت دیگر کارروائی عمل میں لائی جائے گی اور بعد میں کوئی عذر قابل سماعت نہ ہوگا۔: [551, 1244, 731, 1349]
- notice-publication: روزنامہ اکثریت: [759, 206, 835, 218]
- notice-number: 51: [481, 32, 511, 54]
- notice-publication: روزنامہ اکثریت: [946, 376, 1022, 388]
- notice-number: 55: [481, 1088, 511, 1110]
- notice-body: جناب عالی گزارش ہے کہ سائل نے اپنے قومی شناختی کارڈ کی ترمیم اور والد کا نام درست کرنے کے لئے متعلقہ ادارے سے رجوع کیا ہے لہذا اگر کسی کو اس پر اعتراض ہو تو وہ اشتہار کی اشاعت کے پندرہ یوم کے اندر متعلقہ دفتر سے رابطہ کرے بصورت دیگر کارروائی عمل میں لائی جائے گی اور بعد میں کوئی عذر قابل سماعت نہ ہوگا۔: [551, 1481, 731, 1586]
- notice-30: [738, 535, 918, 700]
- notice-publication: روزنامہ اکثریت: [759, 1558, 835, 1570]
- notice-29: [738, 366, 918, 531]
- notice-73: [4, 1612, 177, 1872]
- notice-tag-label: اشتہار: [1414, 329, 1446, 351]
- column-8: [0, 28, 180, 2404]
- notice-54: [364, 820, 544, 1080]
- notice-tag-label: اشتہار: [1072, 371, 1104, 393]
- notice-publication: روزنامہ اکثریت: [572, 748, 648, 760]
- notice-number: 36: [855, 1553, 885, 1575]
- notice-publication: روزنامہ اکثریت: [1298, 1225, 1373, 1237]
- notice-header: [1286, 625, 1447, 649]
- notice-number: 63: [294, 1049, 324, 1071]
- notice-header: [925, 31, 1105, 55]
- notice-tag-label: اشتہار: [511, 1088, 543, 1110]
- notice-body: جناب عالی گزارش ہے کہ سائل نے اپنے قومی شناختی کارڈ کی ترمیم اور والد کا نام درست کرنے کے لئے متعلقہ ادارے سے رجوع کیا ہے لہذا اگر کسی کو اس پر اعتراض ہو تو وہ اشتہار کی اشاعت کے پندرہ یوم کے اندر متعلقہ دفتر سے رابطہ کرے بصورت دیگر کارروائی عمل میں لائی جائے گی اور بعد میں کوئی عذر قابل سماعت نہ ہوگا۔: [1112, 59, 1279, 177]
- notice-publication: روزنامہ اکثریت: [1127, 1765, 1202, 1777]
- notice-body: جناب عالی گزارش ہے کہ سائل نے اپنے قومی شناختی کارڈ کی ترمیم اور والد کا نام درست کرنے کے لئے متعلقہ ادارے سے رجوع کیا ہے لہذا اگر کسی کو اس پر اعتراض ہو تو وہ اشتہار کی اشاعت کے پندرہ یوم کے اندر متعلقہ دفتر سے رابطہ کرے بصورت دیگر کارروائی عمل میں لائی جائے گی اور بعد میں کوئی عذر قابل سماعت نہ ہوگا۔: [184, 1754, 357, 1872]
- notice-tag-label: اشتہار: [1246, 1976, 1278, 1998]
- notice-35: [738, 1380, 918, 1545]
- notice-51: [364, 28, 544, 288]
- notice-75: [4, 2140, 177, 2400]
- notice-publication: روزنامہ اکثریت: [759, 37, 835, 49]
- notice-tag-label: اشتہار: [698, 269, 730, 291]
- notice-body: جناب عالی گزارش ہے کہ سائل نے اپنے قومی شناختی کارڈ کی ترمیم اور والد کا نام درست کرنے کے لئے متعلقہ ادارے سے رجوع کیا ہے لہذا اگر کسی کو اس پر اعتراض ہو تو وہ اشتہار کی اشاعت کے پندرہ یوم کے اندر متعلقہ دفتر سے رابطہ کرے بصورت دیگر کارروائی عمل میں لائی جائے گی اور بعد میں کوئی عذر قابل سماعت نہ ہوگا۔: [1286, 950, 1447, 1068]
- notice-publication: روزنامہ اکثریت: [759, 713, 835, 725]
- notice-header: [738, 1045, 918, 1069]
- notice-number: 53: [481, 560, 511, 582]
- notice-publication: روزنامہ اکثریت: [572, 2170, 648, 2182]
- notice-number: 37: [855, 1722, 885, 1744]
- notice-publication: روزنامہ اکثریت: [202, 715, 277, 727]
